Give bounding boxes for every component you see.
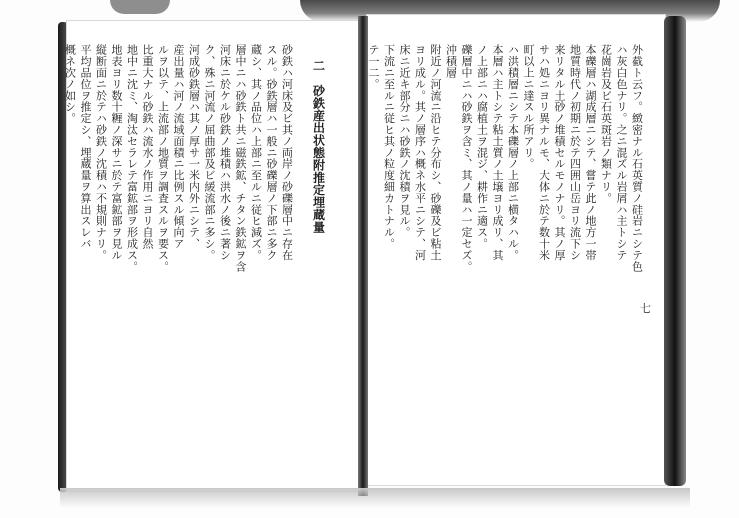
text-line: 来リタル土砂ノ堆積セルモノナリ。其ノ厚 — [553, 44, 566, 261]
text-line: 平均品位ヲ推定シ、埋蔵量ヲ算出スレバ — [79, 44, 92, 250]
text-line: 礫層中ニハ砂鉄ヲ含ミ、其ノ量ハ一定セズ。 — [460, 44, 473, 272]
text-line: ハ灰白色ナリ。之ニ混ズル岩屑ハ主トシテ — [615, 44, 628, 261]
text-line: 概ネ次ノ如シ。 — [63, 44, 77, 124]
text-line: テ一二。 — [367, 44, 380, 90]
scan-smudge — [110, 0, 170, 14]
text-line: 層中ニハ砂鉄ト共ニ磁鉄鉱、チタン鉄鉱ヲ含 — [234, 44, 247, 272]
text-line: ク、殊ニ河流ノ屈曲部及ビ緩流部ニ多シ。 — [203, 44, 216, 261]
text-line: 地質時代ノ初期ニ於テ四囲山岳ヨリ流下シ — [568, 44, 582, 261]
text-line: ヨリ成ル。其ノ層序ハ概ネ水平ニシテ、河 — [413, 44, 427, 261]
text-line: 縦断面ニ於テハ砂鉄ノ沈積ハ不規則ナリ。 — [94, 44, 108, 261]
text-line: 本層ハ主トシテ粘土質ノ土壌ヨリ成リ、其 — [491, 44, 504, 261]
text-line: 産出量ハ河ノ流域面積ニ比例スル傾向ア — [172, 44, 185, 250]
text-line: 蔵シ、其ノ品位ハ上部ニ至ルニ従ヒ減ズ。 — [249, 44, 263, 261]
right-page-text — [367, 44, 660, 464]
text-line: 下流ニ至ルニ従ヒ其ノ粒度細カトナル。 — [382, 44, 396, 250]
text-line: 比重大ナル砂鉄ハ流水ノ作用ニヨリ自然 — [141, 44, 154, 250]
text-line: 沖積層 — [444, 44, 458, 79]
text-line: スル。砂鉄層ハ一般ニ砂礫層ノ下部ニ多ク — [265, 44, 278, 261]
text-line: 附近ノ河流ニ沿ヒテ分布シ、砂礫及ビ粘土 — [429, 44, 442, 261]
text-line: 床ニ近キ部分ニハ砂鉄ノ沈積ヲ見ル。 — [398, 44, 411, 238]
bottom-shadow — [60, 488, 690, 508]
text-line: 町以上ニ達スル所アリ。 — [522, 44, 535, 170]
text-line: ルヲ以テ、上流部ノ地質ヲ調査スルヲ要ス。 — [156, 44, 170, 272]
text-line: サハ処ニヨリ異ナルモ、大体ニ於テ数十米 — [537, 44, 551, 261]
page-number: 七 — [640, 302, 651, 315]
section-heading: 二 砂鉄産出状態附推定埋蔵量 — [311, 59, 326, 234]
text-line: 外截ト云フ。緻密ナル石英質ノ硅岩ニシテ色 — [630, 44, 644, 272]
text-line: 河床ニ於ケル砂鉄ノ堆積ハ洪水ノ後ニ著シ — [218, 44, 232, 261]
text-line: 地表ヨリ数十糎ノ深サニ於テ富鉱部ヲ見ル — [110, 44, 123, 261]
text-line: ノ上部ニハ腐植土ヲ混ジ、耕作ニ適ス。 — [475, 44, 489, 250]
text-line: 河成砂鉄層ハ其ノ厚サ一米内外ニシテ、 — [187, 44, 201, 250]
left-page-text — [63, 44, 342, 464]
right-page-edge — [664, 16, 686, 486]
text-line: 地中ニ沈ミ、淘汰セラレテ富鉱部ヲ形成ス。 — [125, 44, 139, 272]
text-line: ハ洪積層ニシテ本礫層ノ上部ニ横タハル。 — [506, 44, 520, 261]
text-line: 本礫層ハ湖成層ニシテ、嘗テ此ノ地方一帯 — [584, 44, 597, 261]
text-line: 花崗岩及ビ石英斑岩ノ類ナリ。 — [599, 44, 613, 204]
text-line: 砂鉄ハ河床及ビ其ノ両岸ノ砂礫層中ニ存在 — [280, 44, 294, 261]
